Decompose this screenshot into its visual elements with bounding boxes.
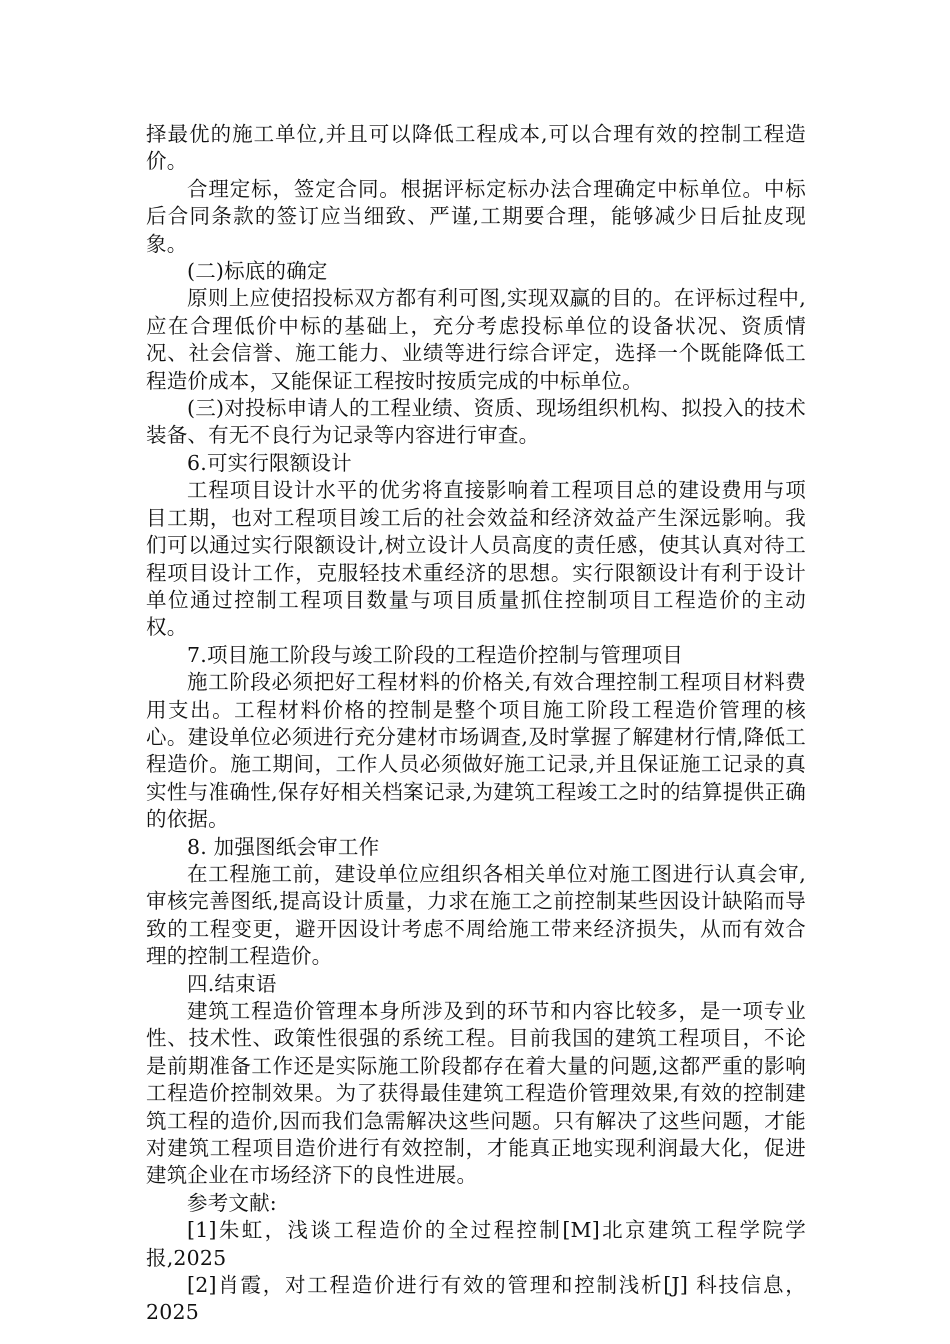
body-paragraph: 施工阶段必须把好工程材料的价格关,有效合理控制工程项目材料费用支出。工程材料价格的控制是整个项目施工阶段工程造价管理的核心。建设单位必须进行充分建材市场调查,及时掌握了解建材行情,降低工程造价。施工期间，工作人员必须做好施工记录,并且保证施工记录的真实性与准确性,保存好相关档案记录,为建筑工程竣工之时的结算提供正确的依据。 [146,670,806,832]
reference-item: [1]朱虹，浅谈工程造价的全过程控制[M]北京建筑工程学院学报,2025 [146,1218,806,1270]
section-heading: 7.项目施工阶段与竣工阶段的工程造价控制与管理项目 [187,642,684,667]
section-heading: (二)标底的确定 [187,259,328,284]
body-paragraph: 合理定标，签定合同。根据评标定标办法合理确定中标单位。中标后合同条款的签订应当细致、严谨,工期要合理，能够减少日后扯皮现象。 [146,176,806,256]
document-page [146,121,806,1327]
body-paragraph: 在工程施工前，建设单位应组织各相关单位对施工图进行认真会审,审核完善图纸,提高设计质量，力求在施工之前控制某些因设计缺陷而导致的工程变更，避开因设计考虑不周给施工带来经济损失，从而有效合理的控制工程造价。 [146,861,806,969]
section-heading: 8. 加强图纸会审工作 [187,834,380,859]
body-paragraph: 原则上应使招投标双方都有利可图,实现双赢的目的。在评标过程中,应在合理低价中标的基础上，充分考虑投标单位的设备状况、资质情况、社会信誉、施工能力、业绩等进行综合评定，选择一个既能降低工程造价成本，又能保证工程按时按质完成的中标单位。 [146,286,806,393]
body-paragraph: 建筑工程造价管理本身所涉及到的环节和内容比较多，是一项专业性、技术性、政策性很强的系统工程。目前我国的建筑工程项目，不论是前期准备工作还是实际施工阶段都存在着大量的问题,这都严重的影响工程造价控制效果。为了获得最佳建筑工程造价管理效果,有效的控制建筑工程的造价,因而我们急需解决这些问题。只有解决了这些问题，才能对建筑工程项目造价进行有效控制，才能真正地实现利润最大化，促进建筑企业在市场经济下的良性进展。 [146,999,806,1188]
section-heading: 四.结束语 [187,971,277,996]
body-paragraph: (三)对投标申请人的工程业绩、资质、现场组织机构、拟投入的技术装备、有无不良行为记录等内容进行审查。 [146,396,806,448]
section-heading: 6.可实行限额设计 [187,450,352,475]
references-heading: 参考文献: [187,1190,277,1215]
body-paragraph: 择最优的施工单位,并且可以降低工程成本,可以合理有效的控制工程造价。 [146,122,806,174]
body-paragraph: 工程项目设计水平的优劣将直接影响着工程项目总的建设费用与项目工期，也对工程项目竣工后的社会效益和经济效益产生深远影响。我们可以通过实行限额设计,树立设计人员高度的责任感，使其认真对待工程项目设计工作，克服轻技术重经济的思想。实行限额设计有利于设计单位通过控制工程项目数量与项目质量抓住控制项目工程造价的主动权。 [146,478,806,640]
reference-item: [2]肖霞，对工程造价进行有效的管理和控制浅析[J] 科技信息， 2025 [146,1273,806,1325]
